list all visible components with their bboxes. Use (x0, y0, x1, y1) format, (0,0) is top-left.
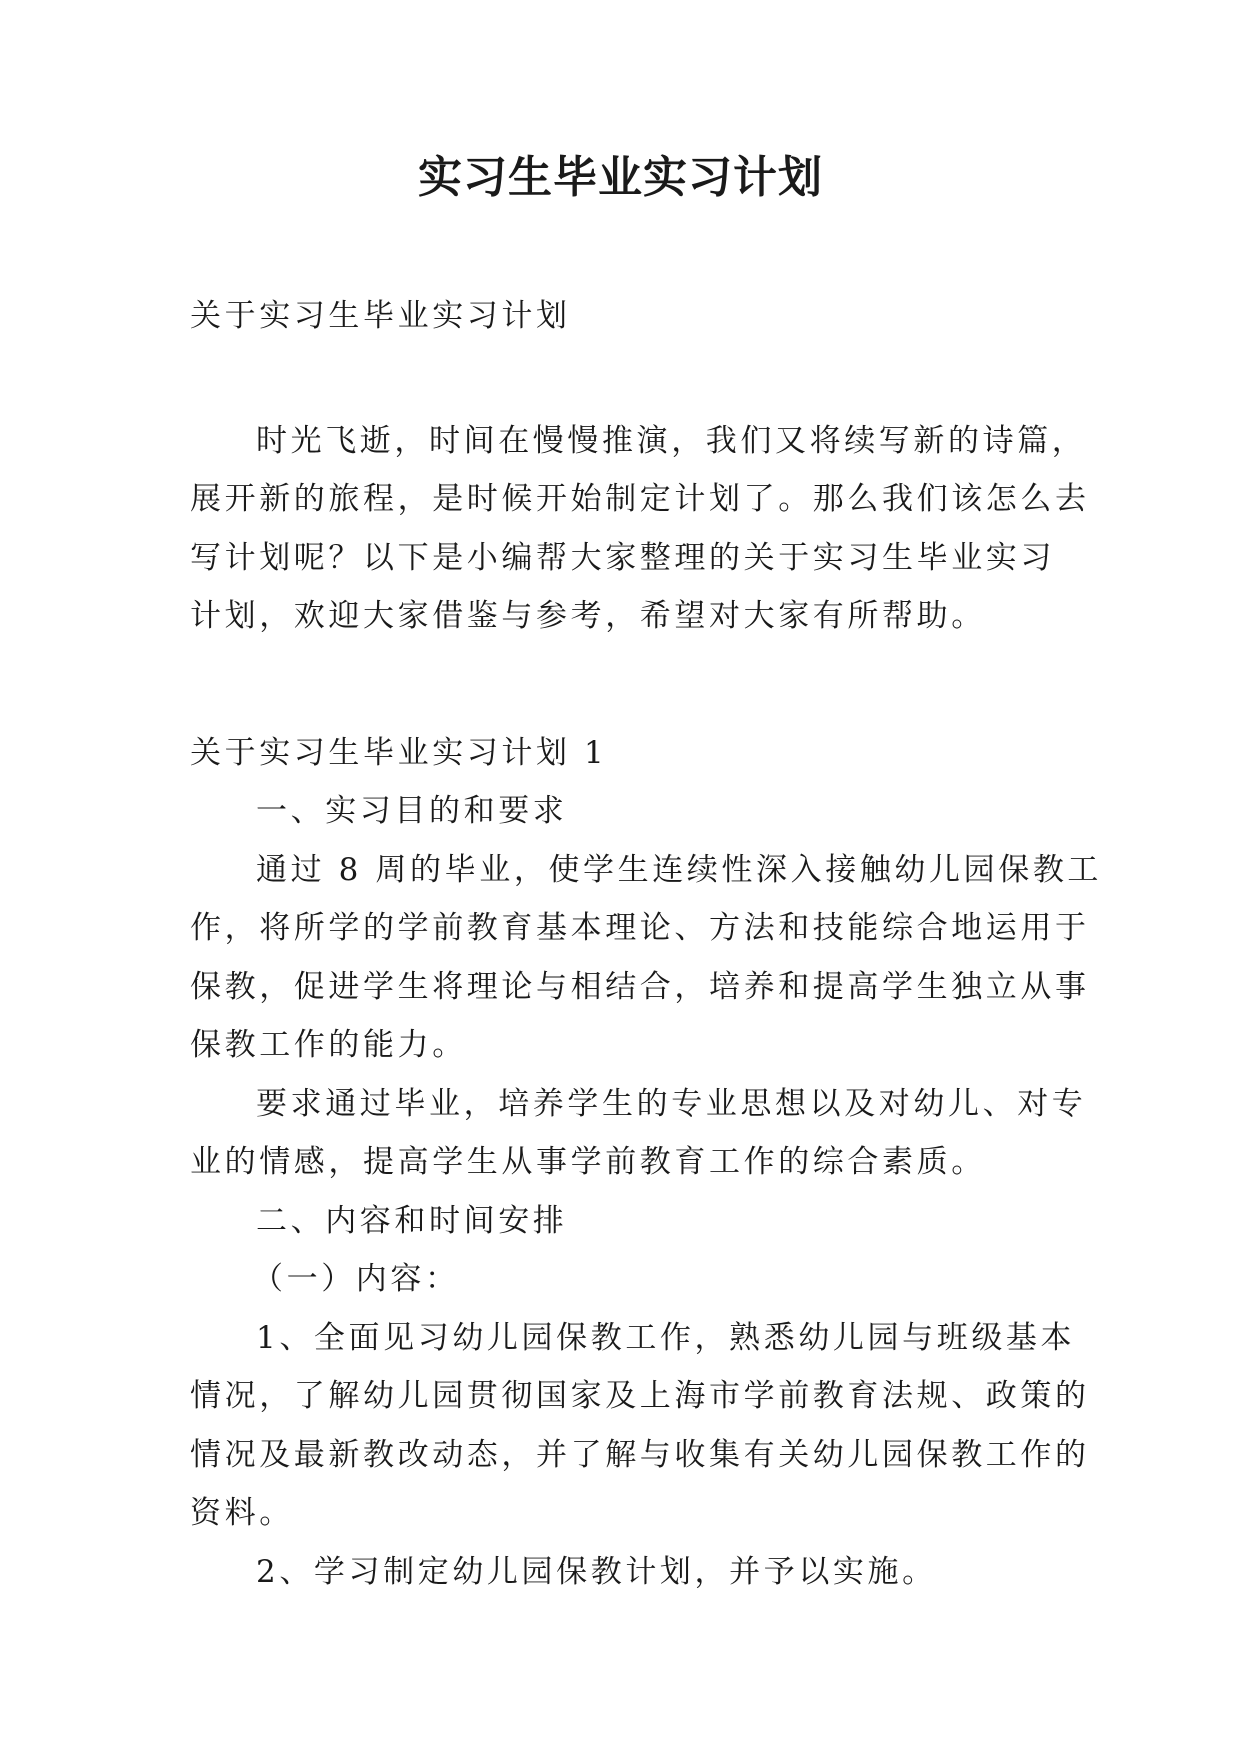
paragraph-line: 业的情感，提高学生从事学前教育工作的综合素质。 (190, 1144, 986, 1180)
list-item-line: 2、学习制定幼儿园保教计划，并予以实施。 (256, 1553, 937, 1590)
document-body (190, 287, 1103, 1601)
subsection-heading: 二、内容和时间安排 (256, 1202, 568, 1239)
spacer (190, 346, 1070, 412)
intro-paragraph-line: 计划，欢迎大家借鉴与参考，希望对大家有所帮助。 (190, 598, 986, 634)
intro-paragraph-line: 写计划呢？以下是小编帮大家整理的关于实习生毕业实习 (190, 539, 1055, 576)
subsection-heading: 一、实习目的和要求 (256, 793, 568, 829)
list-item-line: 情况，了解幼儿园贯彻国家及上海市学前教育法规、政策的 (190, 1378, 1090, 1414)
list-item-line: 1、全面见习幼儿园保教工作，熟悉幼儿园与班级基本 (256, 1319, 1076, 1356)
paragraph-line: 通过 8 周的毕业，使学生连续性深入接触幼儿园保教工 (256, 851, 1103, 888)
paragraph-line: 要求通过毕业，培养学生的专业思想以及对幼儿、对专 (256, 1085, 1087, 1122)
intro-paragraph-line: 时光飞逝，时间在慢慢推演，我们又将续写新的诗篇， (256, 422, 1087, 459)
document-title: 实习生毕业实习计划 (418, 152, 823, 203)
section-heading: 关于实习生毕业实习计划 1 (190, 734, 608, 771)
list-item-line: 情况及最新教改动态，并了解与收集有关幼儿园保教工作的 (190, 1436, 1090, 1473)
paragraph-line: 作，将所学的学前教育基本理论、方法和技能综合地运用于 (190, 910, 1090, 946)
list-heading: （一）内容： (252, 1261, 460, 1297)
paragraph-line: 保教工作的能力。 (190, 1027, 467, 1063)
intro-heading: 关于实习生毕业实习计划 (190, 298, 571, 334)
intro-paragraph-line: 展开新的旅程，是时候开始制定计划了。那么我们该怎么去 (190, 481, 1090, 517)
paragraph-line: 保教，促进学生将理论与相结合，培养和提高学生独立从事 (190, 968, 1090, 1005)
spacer (190, 646, 1070, 724)
list-item-line: 资料。 (190, 1495, 294, 1531)
